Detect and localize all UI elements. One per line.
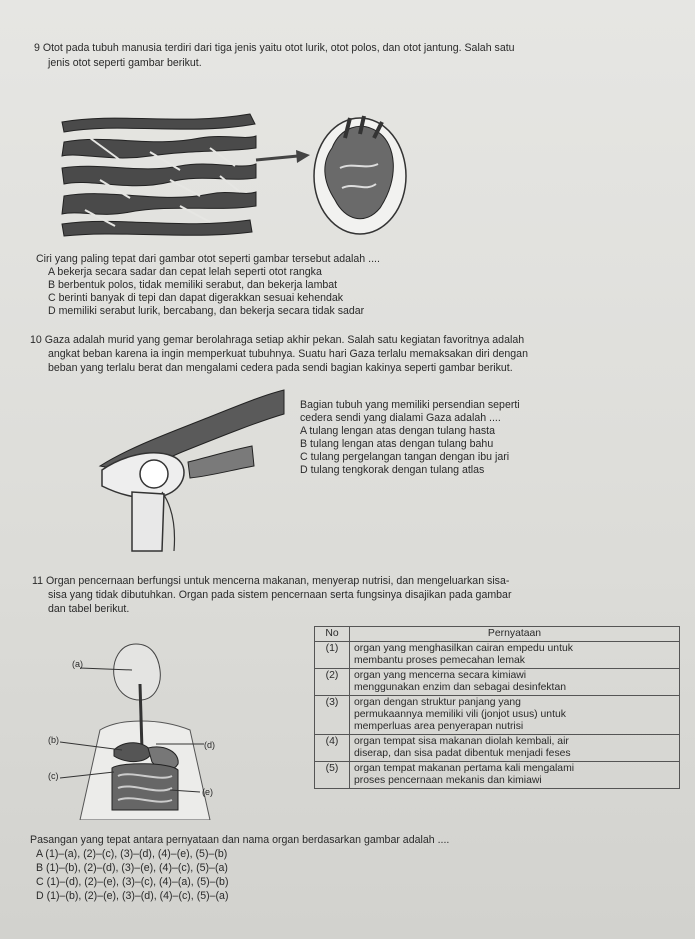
- q9-option-b: B berbentuk polos, tidak memiliki serabut, dan bekerja lambat: [48, 279, 338, 291]
- knee-joint-figure: [92, 386, 287, 556]
- row-no: (1): [315, 642, 350, 669]
- heart-muscle-figure: [60, 108, 410, 243]
- row-text-line: proses pencernaan mekanis dan kimiawi: [354, 775, 542, 786]
- table-row: [315, 696, 680, 735]
- table-row: [315, 669, 680, 696]
- row-text-line: permukaannya memiliki vili (jonjot usus) untuk: [354, 709, 566, 720]
- q9-option-d: D memiliki serabut lurik, bercabang, dan bekerja secara tidak sadar: [48, 305, 365, 317]
- row-text-line: organ yang mencerna secara kimiawi: [354, 670, 527, 681]
- q11-option-d: D (1)–(b), (2)–(e), (3)–(d), (4)–(c), (5)–(a): [36, 890, 229, 902]
- row-no: (2): [315, 669, 350, 696]
- q10-option-c: C tulang pergelangan tangan dengan ibu jari: [300, 451, 510, 463]
- q9-option-a: A bekerja secara sadar dan cepat lelah seperti otot rangka: [48, 266, 322, 278]
- q11-option-c: C (1)–(d), (2)–(e), (3)–(c), (4)–(a), (5)–(b): [36, 876, 229, 888]
- q9-stem-line2: jenis otot seperti gambar berikut.: [48, 57, 202, 69]
- row-text-line: organ tempat sisa makanan diolah kembali, air: [354, 736, 569, 747]
- q10-stem-line3: beban yang terlalu berat dan mengalami cedera pada sendi bagian kakinya seperti gambar berikut.: [48, 362, 513, 374]
- label-c: (c): [48, 771, 59, 781]
- row-text-line: organ tempat makanan pertama kali mengalami: [354, 763, 575, 774]
- row-text-line: diserap, dan sisa padat dibentuk menjadi feses: [354, 748, 571, 759]
- row-text: [350, 762, 680, 789]
- row-text-line: memperluas area penyerapan nutrisi: [354, 721, 524, 732]
- q11-stem-line2: sisa yang tidak dibutuhkan. Organ pada sistem pencernaan serta fungsinya disajikan pada gambar: [48, 589, 512, 601]
- row-text: [350, 642, 680, 669]
- q11-option-b: B (1)–(b), (2)–(d), (3)–(e), (4)–(c), (5)–(a): [36, 862, 228, 874]
- row-no: (5): [315, 762, 350, 789]
- q10-option-d: D tulang tengkorak dengan tulang atlas: [300, 464, 485, 476]
- label-d: (d): [204, 740, 215, 750]
- q11-stem-line1: 11 Organ pencernaan berfungsi untuk mencerna makanan, menyerap nutrisi, dan mengeluarkan sisa-: [32, 575, 510, 587]
- q10-stem-line2: angkat beban karena ia ingin memperkuat tubuhnya. Suatu hari Gaza terlalu memaksakan diri dengan: [48, 348, 528, 360]
- q10-option-a: A tulang lengan atas dengan tulang hasta: [300, 425, 495, 437]
- row-text: [350, 669, 680, 696]
- row-text: [350, 735, 680, 762]
- table-header-row: [315, 627, 680, 642]
- row-text-line: organ yang menghasilkan cairan empedu untuk: [354, 643, 573, 654]
- q9-stem-line1: 9 Otot pada tubuh manusia terdiri dari tiga jenis yaitu otot lurik, otot polos, dan otot jantung. Salah satu: [34, 42, 515, 54]
- table-row: [315, 642, 680, 669]
- header-no: No: [315, 627, 350, 642]
- label-a: (a): [72, 659, 83, 669]
- q11-stem-line3: dan tabel berikut.: [48, 603, 130, 615]
- q9-question: Ciri yang paling tepat dari gambar otot seperti gambar tersebut adalah ....: [36, 253, 380, 265]
- row-text-line: menggunakan enzim dan sebagai desinfektan: [354, 682, 567, 693]
- statement-table: [314, 626, 680, 789]
- row-text-line: membantu proses pemecahan lemak: [354, 655, 525, 666]
- q10-stem-line1: 10 Gaza adalah murid yang gemar berolahraga setiap akhir pekan. Salah satu kegiatan favoritnya adalah: [30, 334, 525, 346]
- q10-question-line1: Bagian tubuh yang memiliki persendian seperti: [300, 399, 520, 411]
- label-b: (b): [48, 735, 59, 745]
- row-no: (4): [315, 735, 350, 762]
- row-text: [350, 696, 680, 735]
- q10-question-line2: cedera sendi yang dialami Gaza adalah ....: [300, 412, 501, 424]
- table-row: [315, 735, 680, 762]
- row-text-line: organ dengan struktur panjang yang: [354, 697, 521, 708]
- row-no: (3): [315, 696, 350, 735]
- header-statement: Pernyataan: [350, 627, 680, 642]
- q10-option-b: B tulang lengan atas dengan tulang bahu: [300, 438, 494, 450]
- label-e: (e): [202, 787, 213, 797]
- table-row: [315, 762, 680, 789]
- q11-question: Pasangan yang tepat antara pernyataan dan nama organ berdasarkan gambar adalah ....: [30, 834, 450, 846]
- q11-option-a: A (1)–(a), (2)–(c), (3)–(d), (4)–(e), (5)–(b): [36, 848, 228, 860]
- q9-option-c: C berinti banyak di tepi dan dapat digerakkan sesuai kehendak: [48, 292, 344, 304]
